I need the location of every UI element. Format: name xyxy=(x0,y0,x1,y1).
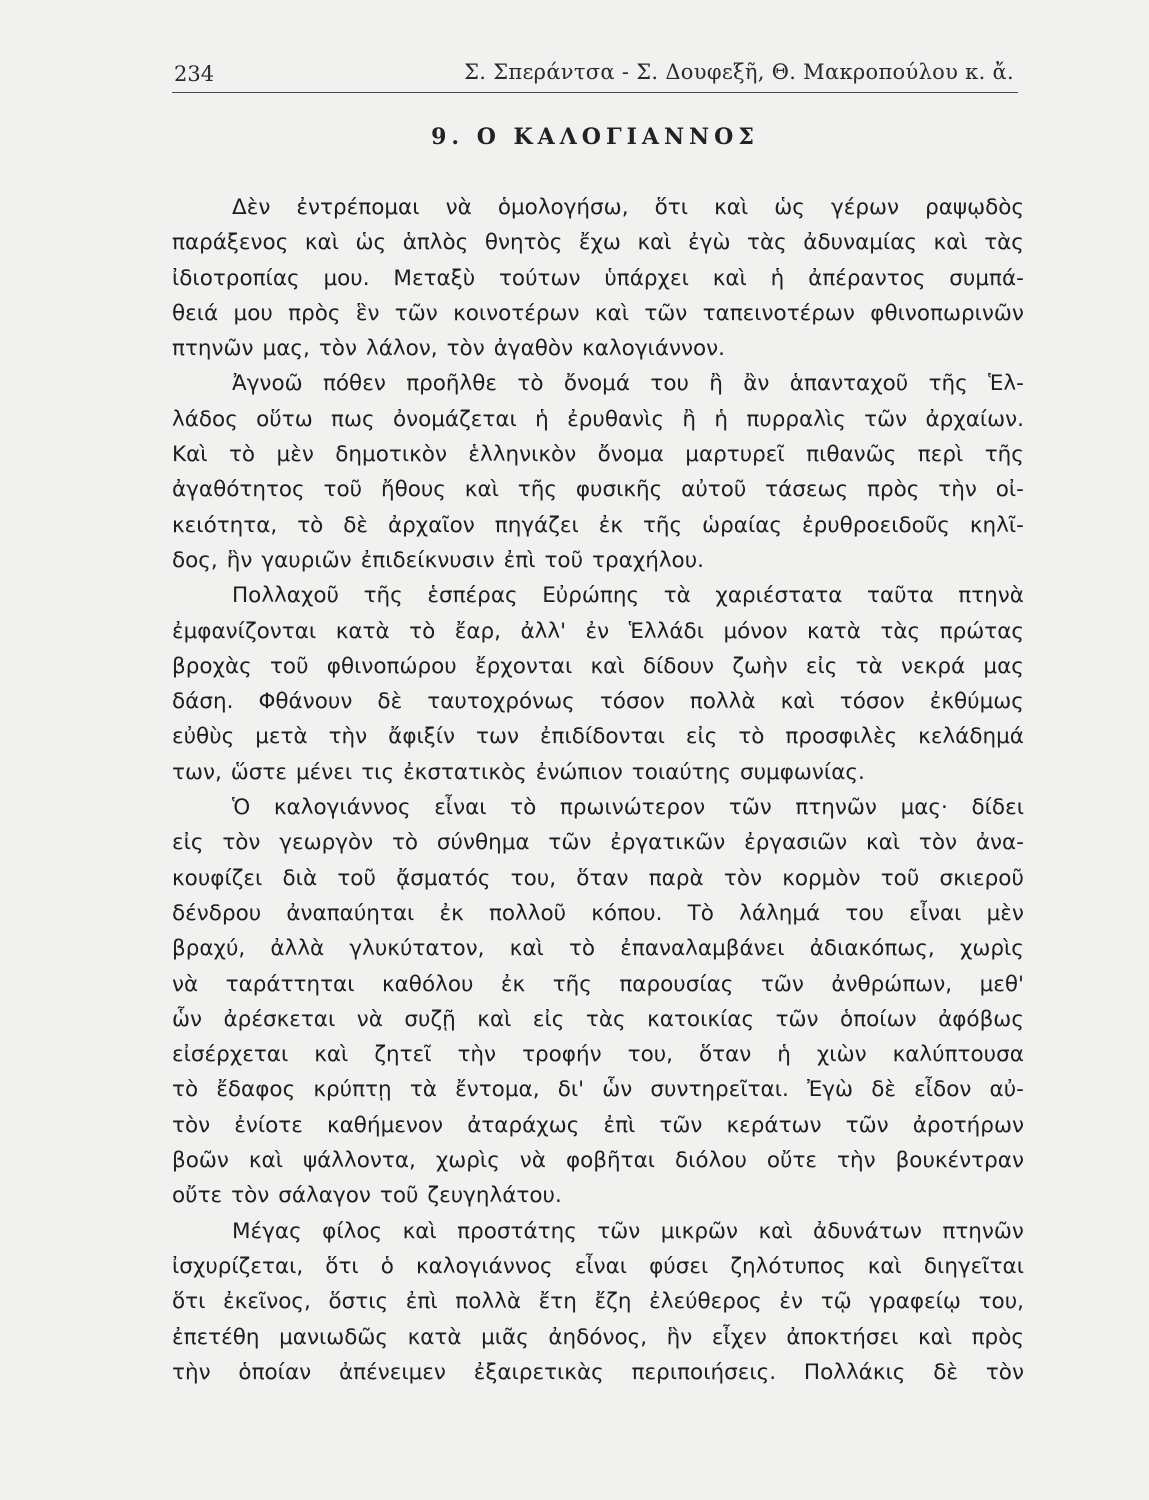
text-line: θειά μου πρὸς ἓν τῶν κοινοτέρων καὶ τῶν ταπεινοτέρων φθινοπωρινῶν xyxy=(172,300,1024,326)
header-divider xyxy=(172,92,1018,93)
text-line: Καὶ τὸ μὲν δημοτικὸν ἑλληνικὸν ὄνομα μαρτυρεῖ πιθανῶς περὶ τῆς xyxy=(172,442,1024,468)
text-line: Μέγας φίλος καὶ προστάτης τῶν μικρῶν καὶ ἀδυνάτων πτηνῶν xyxy=(232,1218,1024,1244)
text-line: Ὁ καλογιάννος εἶναι τὸ πρωινώτερον τῶν πτηνῶν μας· δίδει xyxy=(232,795,1024,821)
text-line: Πολλαχοῦ τῆς ἑσπέρας Εὐρώπης τὰ χαριέστατα ταῦτα πτηνὰ xyxy=(232,583,1024,609)
text-line: παράξενος καὶ ὡς ἁπλὸς θνητὸς ἔχω καὶ ἐγὼ τὰς ἀδυναμίας καὶ τὰς xyxy=(172,230,1024,256)
text-line: των, ὥστε μένει τις ἐκστατικὸς ἐνώπιον τοιαύτης συμφωνίας. xyxy=(172,759,865,785)
text-line: εἰσέρχεται καὶ ζητεῖ τὴν τροφήν του, ὅταν ἡ χιὼν καλύπτουσα xyxy=(172,1042,1024,1068)
body-text xyxy=(172,190,1024,1390)
text-line: κουφίζει διὰ τοῦ ᾄσματός του, ὅταν παρὰ τὸν κορμὸν τοῦ σκιεροῦ xyxy=(172,865,1024,891)
text-line: βοῶν καὶ ψάλλοντα, χωρὶς νὰ φοβῆται διόλου οὔτε τὴν βουκέντραν xyxy=(172,1148,1024,1174)
header-authors: Σ. Σπεράντσα - Σ. Δουφεξῆ, Θ. Μακροπούλου κ. ἄ. xyxy=(464,60,1014,84)
text-line: οὔτε τὸν σάλαγον τοῦ ζευγηλάτου. xyxy=(172,1183,562,1209)
text-line: τὸ ἔδαφος κρύπτῃ τὰ ἔντομα, δι' ὧν συντηρεῖται. Ἐγὼ δὲ εἶδον αὐ- xyxy=(172,1077,1024,1103)
chapter-title: 9. Ο ΚΑΛΟΓΙΑΝΝΟΣ xyxy=(431,124,759,150)
text-line: ἐπετέθη μανιωδῶς κατὰ μιᾶς ἀηδόνος, ἣν εἶχεν ἀποκτήσει καὶ πρὸς xyxy=(172,1324,1024,1350)
text-line: ὧν ἀρέσκεται νὰ συζῇ καὶ εἰς τὰς κατοικίας τῶν ὁποίων ἀφόβως xyxy=(172,1006,1024,1032)
text-line: ἐμφανίζονται κατὰ τὸ ἔαρ, ἀλλ' ἐν Ἑλλάδι μόνον κατὰ τὰς πρώτας xyxy=(172,618,1024,644)
text-line: δένδρου ἀναπαύηται ἐκ πολλοῦ κόπου. Τὸ λάλημά του εἶναι μὲν xyxy=(172,900,1024,926)
text-line: βροχὰς τοῦ φθινοπώρου ἔρχονται καὶ δίδουν ζωὴν εἰς τὰ νεκρά μας xyxy=(172,653,1024,679)
text-line: εὐθὺς μετὰ τὴν ἄφιξίν των ἐπιδίδονται εἰς τὸ προσφιλὲς κελάδημά xyxy=(172,724,1024,750)
text-line: λάδος οὕτω πως ὀνομάζεται ἡ ἐρυθανὶς ἢ ἡ πυρραλὶς τῶν ἀρχαίων. xyxy=(172,406,1024,432)
text-line: πτηνῶν μας, τὸν λάλον, τὸν ἀγαθὸν καλογιάννον. xyxy=(172,336,726,362)
text-line: Δὲν ἐντρέπομαι νὰ ὁμολογήσω, ὅτι καὶ ὡς γέρων ραψῳδὸς xyxy=(232,195,1024,220)
text-line: ἀγαθότητος τοῦ ἤθους καὶ τῆς φυσικῆς αὐτοῦ τάσεως πρὸς τὴν οἰ- xyxy=(172,477,1024,503)
text-line: εἰς τὸν γεωργὸν τὸ σύνθημα τῶν ἐργατικῶν ἐργασιῶν καὶ τὸν ἀνα- xyxy=(172,830,1024,856)
text-line: νὰ ταράττηται καθόλου ἐκ τῆς παρουσίας τῶν ἀνθρώπων, μεθ' xyxy=(172,971,1024,997)
text-line: δος, ἣν γαυριῶν ἐπιδείκνυσιν ἐπὶ τοῦ τραχήλου. xyxy=(172,547,704,573)
running-head xyxy=(172,52,1018,92)
text-line: τὴν ὁποίαν ἀπένειμεν ἐξαιρετικὰς περιποιήσεις. Πολλάκις δὲ τὸν xyxy=(172,1359,1024,1385)
text-line: κειότητα, τὸ δὲ ἀρχαῖον πηγάζει ἐκ τῆς ὡραίας ἐρυθροειδοῦς κηλῖ- xyxy=(172,512,1024,538)
text-line: τὸν ἐνίοτε καθήμενον ἀταράχως ἐπὶ τῶν κεράτων τῶν ἀροτήρων xyxy=(172,1112,1024,1138)
text-line: Ἀγνοῶ πόθεν προῆλθε τὸ ὄνομά του ἢ ἂν ἁπανταχοῦ τῆς Ἑλ- xyxy=(232,371,1024,397)
text-line: δάση. Φθάνουν δὲ ταυτοχρόνως τόσον πολλὰ καὶ τόσον ἐκθύμως xyxy=(172,689,1024,715)
text-line: βραχύ, ἀλλὰ γλυκύτατον, καὶ τὸ ἐπαναλαμβάνει ἀδιακόπως, χωρὶς xyxy=(172,936,1024,962)
page-number: 234 xyxy=(174,62,215,86)
text-line: ἰδιοτροπίας μου. Μεταξὺ τούτων ὑπάρχει καὶ ἡ ἀπέραντος συμπά- xyxy=(172,265,1024,291)
text-line: ἰσχυρίζεται, ὅτι ὁ καλογιάννος εἶναι φύσει ζηλότυπος καὶ διηγεῖται xyxy=(172,1253,1024,1279)
text-line: ὅτι ἐκεῖνος, ὅστις ἐπὶ πολλὰ ἔτη ἔζη ἐλεύθερος ἐν τῷ γραφείῳ του, xyxy=(172,1289,1024,1315)
